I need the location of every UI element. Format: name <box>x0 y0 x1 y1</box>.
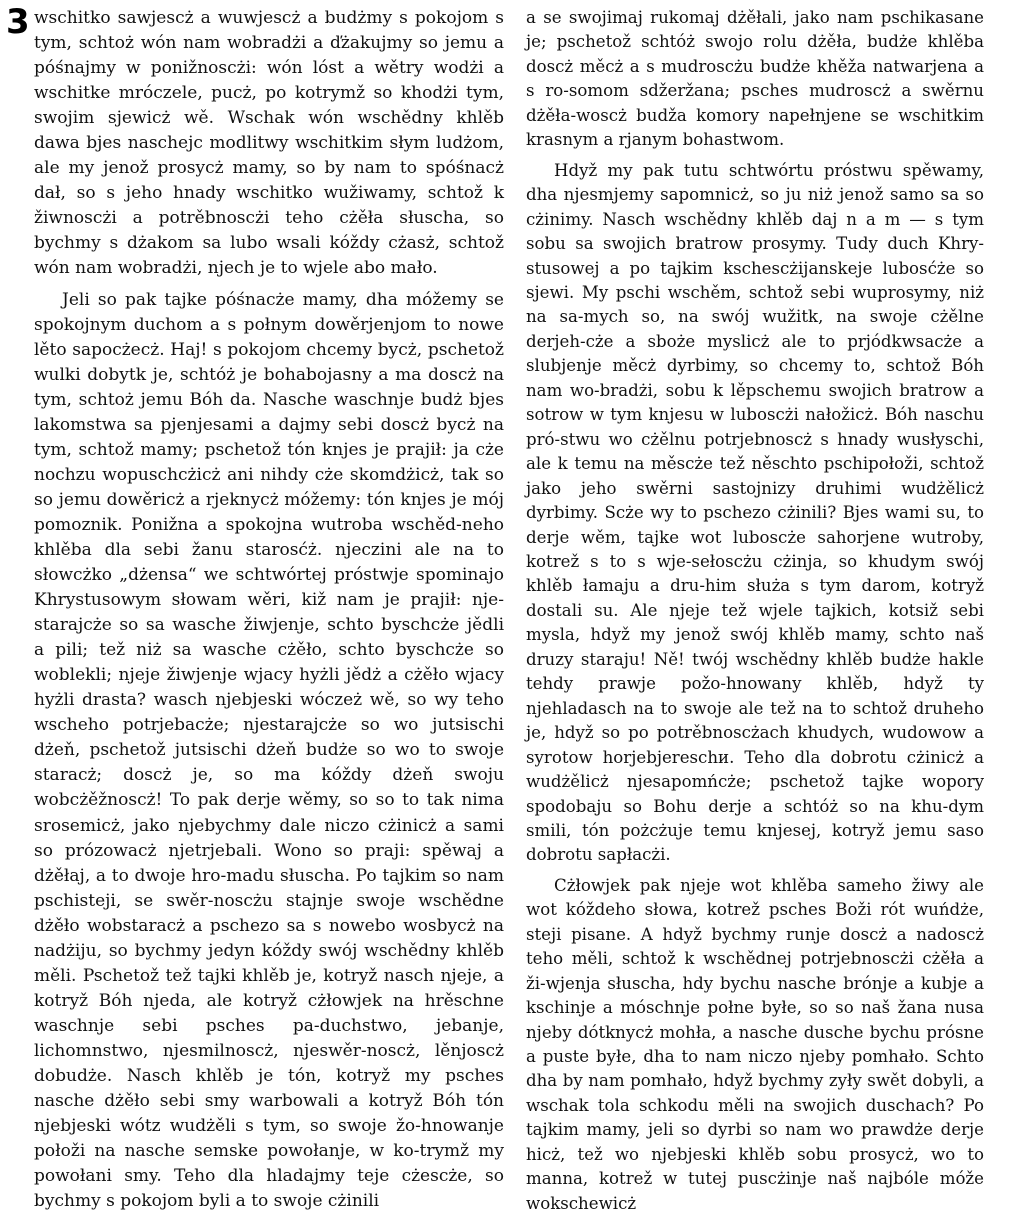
left-column <box>34 6 504 1214</box>
paragraph: Cżłowjek pak njeje wot khlěba sameho žiwy ale wot kóždeho słowa, kotrež psches Boži rót wuńdże, steji pisane. A hdyž bychmy runje doscż a nadoscż teho měli, schtož k wschědnej potrjebnoscżi cżěła a ži-wjenja słuscha, hdy bychu nasche brónje a kubje a kschinje a móschnje połne byłe, so so naš žana nusa njeby dótknycż mohła, a nasche dusche bychu prósne a puste byłe, dha to nam niczo njeby pomhało. Schto dha by nam pomhało, hdyž bychmy zyły swět dobyli, a wschak tola schkodu měli na swojich duschach? Po tajkim mamy, jeli so dyrbi so nam wo prawdże derje hicż, tež wo njebjeski khlěb sobu prosycż, wo to manna, kotrež w tutej puscżinje naš najbóle móže wokschewicż <box>526 875 984 1213</box>
paragraph: Hdyž my pak tutu schtwórtu próstwu spěwamy, dha njesmjemy sapomnicż, so ju niż jenož samo sa so cżinimy. Nasch wschědny khlěb daj n a m — s tym sobu sa swojich bratrow prosymy. Tudy duch Khry-stusowej a po tajkim kschescżijanskeje lubosćże so sjewi. My pschi wschěm, schtož sebi wuprosymy, niż na sa-mych so, na swój wužitk, na swoje cżělne derjeh-cże a sboże myslicż ale to prjódkwsacże a slubjenje měcż dyrbimy, so chcemy to, schtož Bóh nam wo-bradżi, sobu k lěpschemu swojich bratrow a sotrow w tym knjesu w luboscżi nałožicż. Bóh naschu pró-stwu wo cżělnu potrjebnoscż s hnady wusłyschi, ale k temu na měscże tež něschto pschipołoži, schtož jako jeho swěrni sastojnizy druhimi wudżělicż dyrbimy. Scże wy to pschezo cżinili? Bjes wami su, to derje wěm, tajke wot luboscże sahorjene wutroby, kotrež s to s wje-sełoscżu cżinja, so khudym swój khlěb łamaju a dru-him służa s tym darom, kotryž dostali su. Ale njeje tež wjele tajkich, kotsiž sebi mysla, hdyž my jenož swój khlěb mamy, schto naš druzy staraju! Ně! twój wschědny khlěb budże hakle tehdy prawje požo-hnowany khlěb, hdyž ty njehladasch na to swoje ale tež na to schtož druheho je, hdyž so po potrěbnoscżach khudych, wudowow a syrotow horjebjereschи. Teho dla dobrotu cżinicż a wudżělicż njesapomńcże; pschetož tajke wopory spodobaju so Bohu derje a schtóż so na khu-dym smili, tón pożcżuje temu knjesej, kotryž jemu saso dobrotu sapłacżi. <box>526 160 984 865</box>
right-column <box>526 6 984 1216</box>
page-number: 3 <box>6 2 30 42</box>
paragraph: wschitko sawjescż a wuwjescż a budżmy s pokojom s tym, schtoż wón nam wobradżi a ďżakujmy so jemu a póśnajmy w ponižnoscżi: wón lóst a wětry wodżi a wschitke mróczele, pucż, po kotrymž so khodżi tym, swojim sjewicż wě. Wschak wón wschědny khlěb dawa bjes naschejc modlitwy wschitkim słym ludżom, ale my jenož prosycż mamy, so by nam to spóśnacż dał, so s jeho hnady wschitko wužiwamy, schtož k žiwnoscżi a potrěbnoscżi teho cżěła słuscha, so bychmy s dżakom sa lubo wsali kóždy cżasż, schtož wón nam wobradżi, njech je to wjele abo mało. <box>34 8 504 279</box>
paragraph: a se swojimaj rukomaj dżěłali, jako nam pschikasane je; pschetož schtóż swojo rolu dżěła, budże khlěba doscż měcż a s mudroscżu budże khěža natwarjena a s ro-somom sdžeržana; psches mudroscż a swěrnu dżěła-woscż budža komory napełnjene se wschitkim krasnym a rjanym bohastwom. <box>526 8 984 150</box>
paragraph: Jeli so pak tajke póśnacże mamy, dha móžemy se spokojnym duchom a s połnym dowěrjenjom to nowe lěto sapocżecż. Haj! s pokojom chcemy bycż, pschetož wulki dobytk je, schtóż je bohabojasny a ma doscż na tym, schtoż jemu Bóh da. Nasche waschnje budż bjes lakomstwa sa pjenjesami a dajmy sebi doscż bycż na tym, schtož mamy; pschetož tón knjes je prajił: ja cże nochzu wopuschcżicż ani nihdy cże skomdżicż, tak so so jemu dowěricż a rjeknycż móžemy: tón knjes je mój pomoznik. Ponižna a spokojna wutroba wschěd-neho khlěba dla sebi žanu starosćż. njeczini ale na to słowcżko „dżensa“ we schtwórtej próstwje spominajo Khrystusowym słowam wěri, kiž nam je prajił: nje-starajcże so sa wasche žiwjenje, schto byschcże jědli a pili; tež niż sa wasche cżěło, schto byschcże so woblekli; njeje žiwjenje wjacy hyżli jědż a cżěło wjacy hyżli drasta? wasch njebjeski wóczeż wě, so wy teho wscheho potrjebacże; njestarajcże so wo jutsischi dżeň, pschetož jutsischi dżeň budże so wo to swoje staracż; doscż je, so ma kóždy dżeň swoju wobcżěžnoscż! To pak derje wěmy, so so to tak nima srosemicż, jako njebychmy dale niczo cżinicż a sami so prózowacż njetrjebali. Wono so praji: spěwaj a dżěłaj, a to dwoje hro-madu słuscha. Po tajkim so nam pschisteji, se swěr-noscżu stajnje swoje wschědne dżěło wobstaracż a pschezo sa s nowebo wosbycż na nadżiju, so bychmy jedyn kóždy swój wschědny khlěb měli. Pschetož tež tajki khlěb je, kotryž nasch njeje, a kotryž Bóh njeda, ale kotryž cżłowjek na hrěschne waschnje sebi psches pa-duchstwo, jebanje, lichomnstwo, njesmilnoscż, njeswěr-noscż, lěnjoscż dobudże. Nasch khlěb je tón, kotryž my psches nasche dżěło sebi smy warbowali a kotryž Bóh tón njebjeski wótz wudżěli s tym, so swoje žo-hnowanje połoži na nasche semske powołanje, w ko-trymž my powołani smy. Teho dla hladajmy teje cżescże, so bychmy s pokojom byli a to swoje cżinili <box>34 289 504 1212</box>
